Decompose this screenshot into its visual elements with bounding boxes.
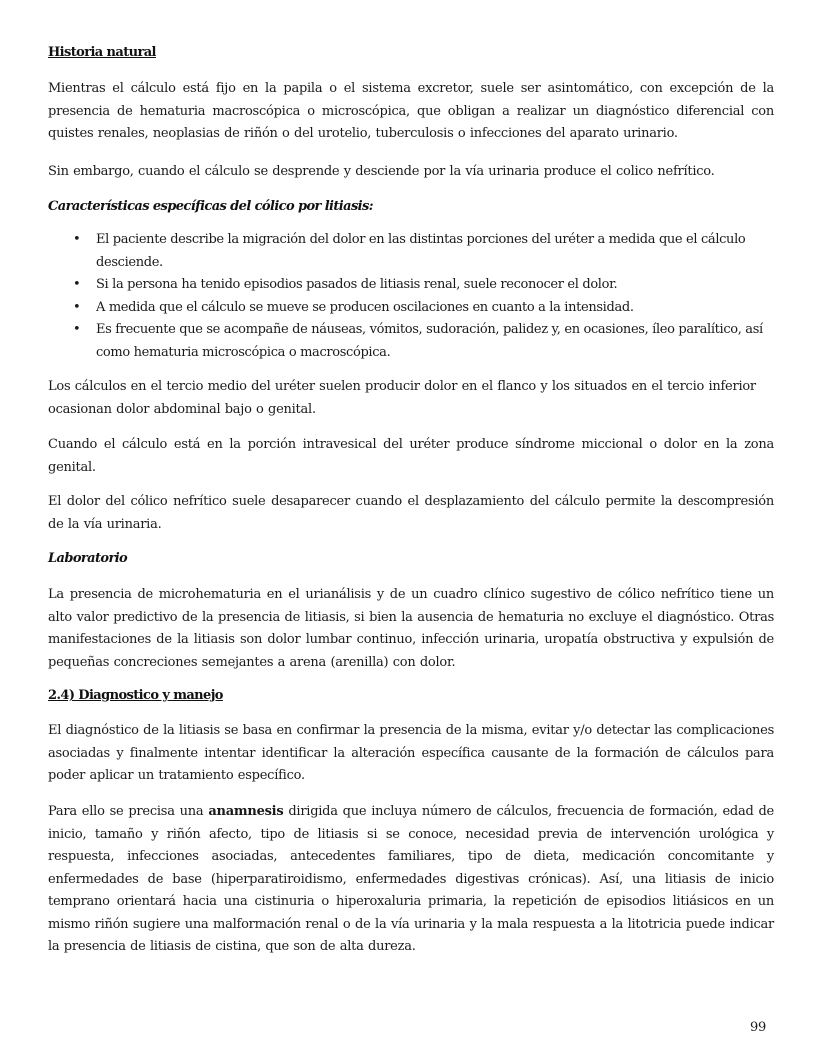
anamnesis-text-pre: Para ello se precisa una [48, 804, 209, 819]
heading-laboratorio: Laboratorio [48, 551, 128, 566]
paragraph-tercio-medio: Los cálculos en el tercio medio del uréter suelen producir dolor en el flanco y los situados en el tercio inferior ocasionan dolor abdominal bajo o genital. [48, 379, 756, 417]
bullet-icon: • [73, 232, 81, 247]
bullet-icon: • [73, 277, 81, 292]
list-item-text: A medida que el cálculo se mueve se producen oscilaciones en cuanto a la intensidad. [96, 299, 634, 315]
paragraph-diagnostico: El diagnóstico de la litiasis se basa en confirmar la presencia de la misma, evitar y/o detectar las complicaciones asociadas y finalmente intentar identificar la alteración específica causante de la formación de cálculos para poder aplicar un tratamiento específico. [48, 723, 774, 783]
bullet-icon: • [73, 299, 81, 315]
page-number: 99 [750, 1020, 766, 1035]
paragraph-laboratorio: La presencia de microhematuria en el urianálisis y de un cuadro clínico sugestivo de cólico nefrítico tiene un alto valor predictivo de la presencia de litiasis, si bien la ausencia de hematuria no excluye el diagnóstico. Otras manifestaciones de la litiasis son dolor lumbar continuo, infección urinaria, uropatía obstructiva y expulsión de pequeñas concreciones semejantes a arena (arenilla) con dolor. [48, 587, 774, 670]
list-item [48, 319, 774, 364]
list-item-text: El paciente describe la migración del dolor en las distintas porciones del uréter a medida que el cálculo desciende. [96, 232, 746, 270]
anamnesis-bold: anamnesis [208, 804, 284, 819]
list-item [48, 297, 774, 320]
paragraph-historia: Mientras el cálculo está fijo en la papila o el sistema excretor, suele ser asintomático, con excepción de la presencia de hematuria macroscópica o microscópica, que obligan a realizar un diagnóstico diferencial con quistes renales, neoplasias de riñón o del urotelio, tuberculosis o infecciones del aparato urinario. [48, 81, 774, 141]
paragraph-anamnesis [48, 801, 774, 959]
heading-historia-natural: Historia natural [48, 45, 156, 60]
paragraph-colico: Sin embargo, cuando el cálculo se desprende y desciende por la vía urinaria produce el colico nefrítico. [48, 164, 715, 179]
heading-diagnostico: 2.4) Diagnostico y manejo [48, 688, 223, 703]
paragraph-descompresion: El dolor del cólico nefrítico suele desaparecer cuando el desplazamiento del cálculo permite la descompresión de la vía urinaria. [48, 494, 774, 532]
list-item-text: Si la persona ha tenido episodios pasados de litiasis renal, suele reconocer el dolor. [96, 277, 618, 292]
paragraph-intravesical: Cuando el cálculo está en la porción intravesical del uréter produce síndrome miccional o dolor en la zona genital. [48, 437, 774, 475]
heading-caracteristicas: Características específicas del cólico por litiasis: [48, 199, 373, 214]
list-item-text: Es frecuente que se acompañe de náuseas, vómitos, sudoración, palidez y, en ocasiones, íleo paralítico, así como hematuria microscópica o macroscópica. [96, 322, 763, 360]
list-item [48, 274, 774, 297]
anamnesis-text-post: dirigida que incluya número de cálculos, frecuencia de formación, edad de inicio, tamaño y riñón afecto, tipo de litiasis si se conoce, necesidad previa de intervención urológica y respuesta, infecciones asociadas, antecedentes familiares, tipo de dieta, medicación concomitante y enfermedades de base (hiperparatiroidismo, enfermedades digestivas crónicas). Así, una litiasis de inicio temprano orientará hacia una cistinuria o hiperoxaluria primaria, la repetición de episodios litiásicos en un mismo riñón sugiere una malformación renal o de la vía urinaria y la mala respuesta a la litotricia puede indicar la presencia de litiasis de cistina, que son de alta dureza. [48, 804, 774, 954]
list-item [48, 229, 774, 274]
bullet-list [48, 229, 774, 364]
bullet-icon: • [73, 322, 81, 337]
